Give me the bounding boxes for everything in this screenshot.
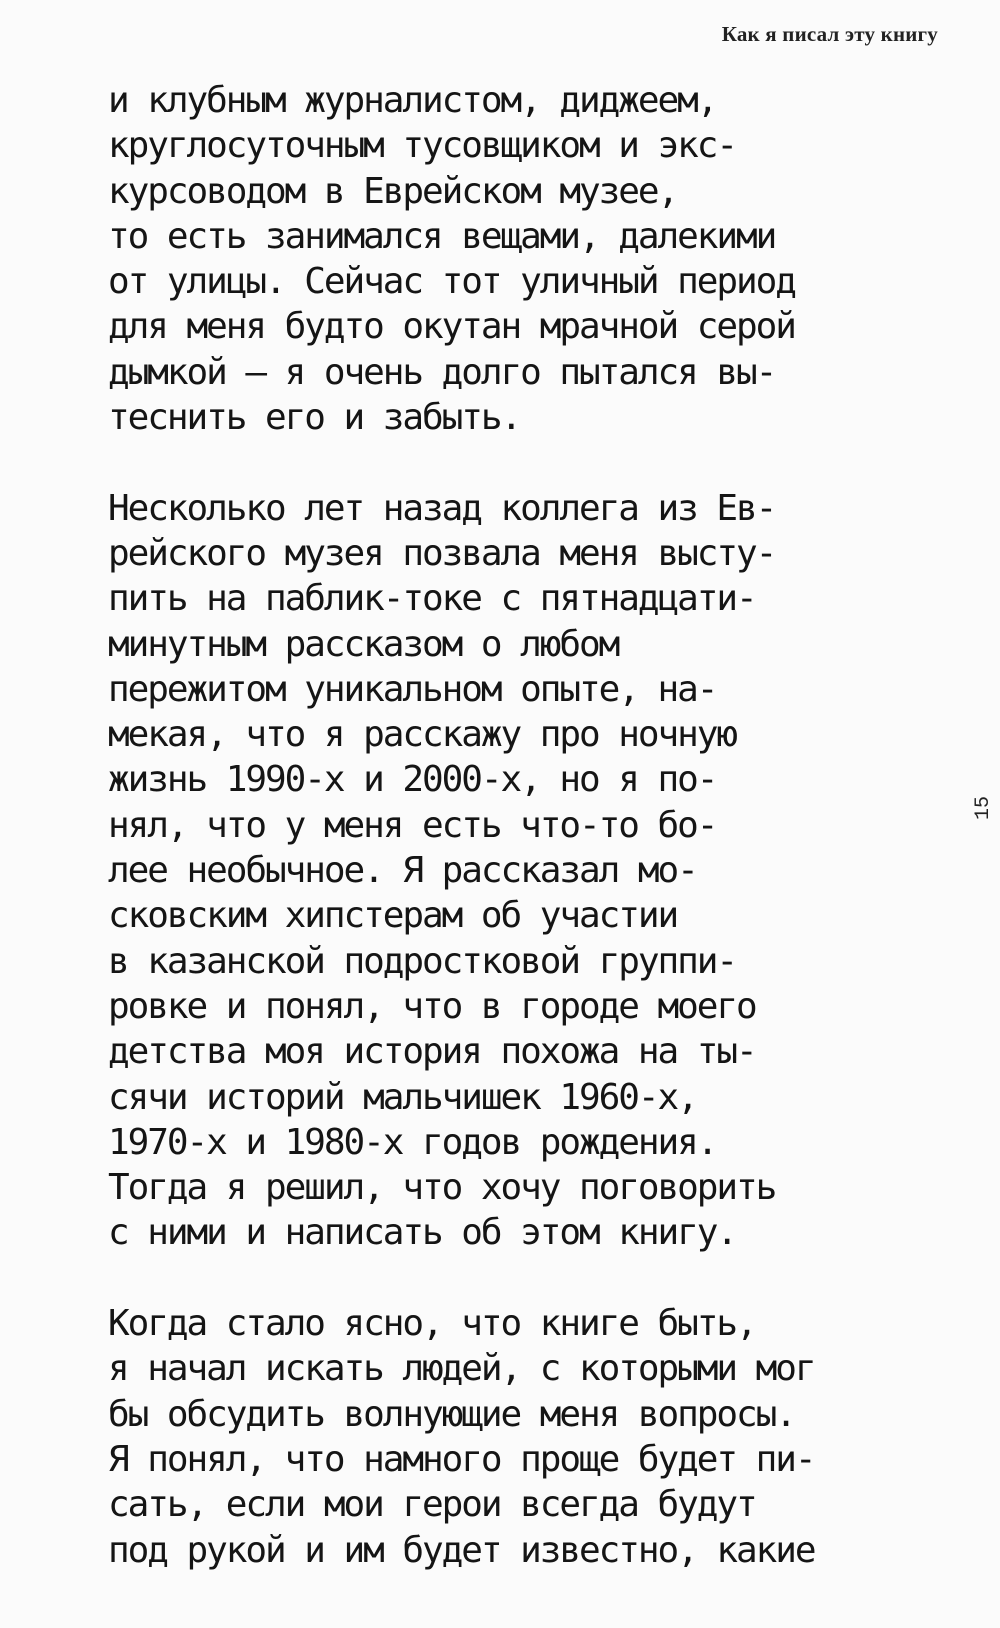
text-line: Тогда я решил, что хочу поговорить — [108, 1167, 776, 1209]
text-line: детства моя история похожа на ты- — [108, 1031, 756, 1073]
text-line: ровке и понял, что в городе моего — [108, 985, 756, 1027]
body-text — [108, 78, 958, 1618]
text-line: круглосуточным тусовщиком и экс- — [108, 125, 736, 167]
text-line: Несколько лет назад коллега из Ев- — [108, 487, 776, 529]
paragraph — [108, 1301, 958, 1573]
running-head: Как я писал эту книгу — [721, 22, 938, 46]
text-line: от улицы. Сейчас тот уличный период — [108, 261, 795, 303]
text-line: для меня будто окутан мрачной серой — [108, 306, 795, 348]
text-line: сячи историй мальчишек 1960-х, — [108, 1076, 697, 1118]
text-line: курсоводом в Еврейском музее, — [108, 170, 678, 212]
text-line: пережитом уникальном опыте, на- — [108, 668, 717, 710]
text-line: рейского музея позвала меня высту- — [108, 532, 776, 574]
text-line: Я понял, что намного проще будет пи- — [108, 1438, 815, 1480]
text-line: 1970-х и 1980-х годов рождения. — [108, 1121, 717, 1163]
text-line: с ними и написать об этом книгу. — [108, 1212, 736, 1254]
text-line: теснить его и забыть. — [108, 397, 521, 439]
text-line: минутным рассказом о любом — [108, 623, 619, 665]
text-line: Когда стало ясно, что книге быть, — [108, 1303, 756, 1345]
text-line: дымкой — я очень долго пытался вы- — [108, 351, 776, 393]
text-line: лее необычное. Я рассказал мо- — [108, 850, 697, 892]
page-number: 15 — [972, 795, 995, 820]
text-line: мекая, что я расскажу про ночную — [108, 714, 736, 756]
text-line: то есть занимался вещами, далекими — [108, 215, 776, 257]
text-line: жизнь 1990-х и 2000-х, но я по- — [108, 759, 717, 801]
paragraph — [108, 486, 958, 1256]
text-line: пить на паблик-токе с пятнадцати- — [108, 578, 756, 620]
text-line: и клубным журналистом, диджеем, — [108, 80, 717, 121]
text-line: бы обсудить волнующие меня вопросы. — [108, 1393, 795, 1435]
text-line: нял, что у меня есть что-то бо- — [108, 804, 717, 846]
text-line: под рукой и им будет известно, какие — [108, 1529, 815, 1571]
text-line: я начал искать людей, с которыми мог — [108, 1348, 815, 1390]
text-line: сать, если мои герои всегда будут — [108, 1484, 756, 1526]
text-line: в казанской подростковой группи- — [108, 940, 736, 982]
text-line: сковским хипстерам об участии — [108, 895, 678, 937]
paragraph — [108, 78, 958, 440]
